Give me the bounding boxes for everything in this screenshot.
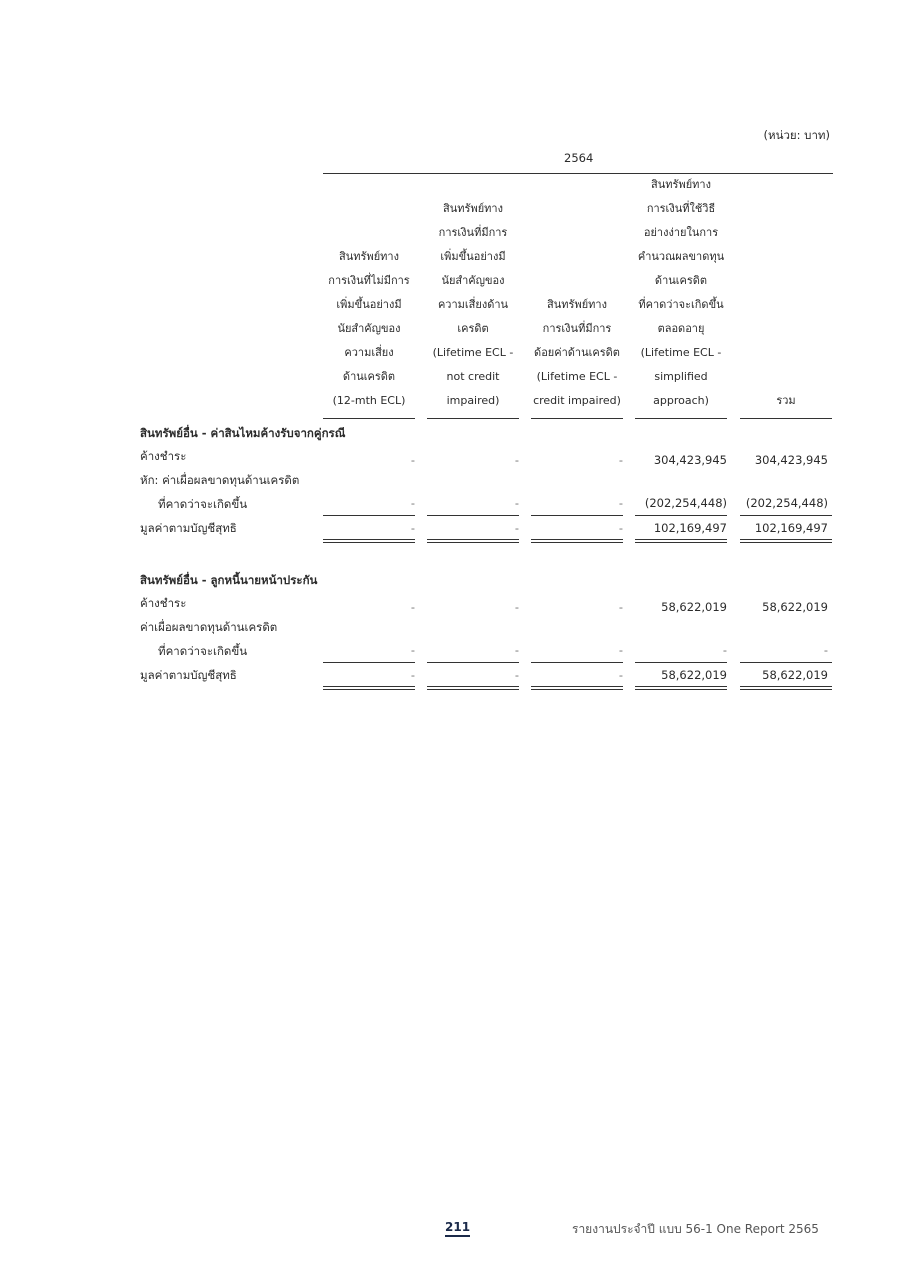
cell-outstanding: - [410, 453, 415, 467]
column-header-line: สินทรัพย์ทาง [339, 250, 399, 263]
subtotal-rule [740, 515, 832, 516]
cell-outstanding: 58,622,019 [661, 600, 727, 614]
column-header-line: รวม [776, 394, 796, 407]
cell-allowance: - [618, 643, 623, 657]
cell-net: - [514, 521, 519, 535]
column-header-line: เพิ่มขึ้นอย่างมี [336, 298, 402, 311]
cell-allowance: - [410, 643, 415, 657]
total-double-rule [427, 539, 519, 543]
subtotal-rule [635, 662, 727, 663]
total-double-rule [323, 686, 415, 690]
year-rule [323, 173, 833, 174]
column-header-line: ด้านเครดิต [342, 370, 396, 383]
total-double-rule [323, 539, 415, 543]
column-header-line: สินทรัพย์ทาง [651, 178, 711, 191]
subtotal-rule [427, 515, 519, 516]
column-header-rule [635, 418, 727, 419]
total-double-rule [740, 686, 832, 690]
cell-allowance: - [514, 643, 519, 657]
cell-net: 102,169,497 [754, 521, 828, 535]
cell-outstanding: - [514, 453, 519, 467]
cell-outstanding: 58,622,019 [762, 600, 828, 614]
unit-label: (หน่วย: บาท) [763, 128, 830, 142]
cell-net: - [410, 521, 415, 535]
cell-net: - [618, 668, 623, 682]
column-header-line: ที่คาดว่าจะเกิดขึ้น [638, 298, 724, 311]
total-double-rule [635, 539, 727, 543]
total-double-rule [635, 686, 727, 690]
subtotal-rule [427, 662, 519, 663]
total-double-rule [740, 539, 832, 543]
subtotal-rule [323, 515, 415, 516]
column-header-line: เพิ่มขึ้นอย่างมี [440, 250, 506, 263]
column-header-line: credit impaired) [533, 394, 621, 407]
column-header-line: การเงินที่ไม่มีการ [328, 274, 410, 287]
cell-allowance: - [823, 643, 828, 657]
section-title: สินทรัพย์อื่น - ค่าสินไหมค้างรับจากคู่กรณี [140, 426, 346, 440]
row-label-outstanding: ค้างชำระ [140, 449, 187, 463]
column-header-line: อย่างง่ายในการ [643, 226, 719, 239]
column-header-line: ความเสี่ยง [344, 346, 394, 359]
column-header-line: นัยสำคัญของ [441, 274, 505, 287]
cell-allowance: - [514, 496, 519, 510]
column-header-rule [323, 418, 415, 419]
column-header-line: (Lifetime ECL - [640, 346, 722, 359]
cell-net: 58,622,019 [762, 668, 828, 682]
section-title: สินทรัพย์อื่น - ลูกหนี้นายหน้าประกัน [140, 573, 318, 587]
column-header-line: สินทรัพย์ทาง [443, 202, 503, 215]
row-label-allowance-cont: ที่คาดว่าจะเกิดขึ้น [158, 644, 248, 658]
column-header-rule [427, 418, 519, 419]
cell-net: - [618, 521, 623, 535]
subtotal-rule [740, 662, 832, 663]
cell-allowance: - [410, 496, 415, 510]
column-header-rule [531, 418, 623, 419]
cell-outstanding: 304,423,945 [754, 453, 828, 467]
page-number: 211 [445, 1220, 470, 1237]
cell-outstanding: 304,423,945 [653, 453, 727, 467]
cell-net: 102,169,497 [653, 521, 727, 535]
column-header-line: การเงินที่มีการ [438, 226, 508, 239]
cell-outstanding: - [618, 453, 623, 467]
column-header-rule [740, 418, 832, 419]
column-header-line: คำนวณผลขาดทุน [637, 250, 725, 263]
column-header-line: approach) [653, 394, 709, 407]
cell-net: - [514, 668, 519, 682]
cell-outstanding: - [410, 600, 415, 614]
column-header-line: การเงินที่ใช้วิธี [646, 202, 716, 215]
total-double-rule [427, 686, 519, 690]
row-label-net: มูลค่าตามบัญชีสุทธิ [140, 521, 237, 535]
column-header-line: simplified [654, 370, 708, 383]
report-title: รายงานประจำปี แบบ 56-1 One Report 2565 [572, 1222, 819, 1236]
column-header-line: (Lifetime ECL - [432, 346, 514, 359]
cell-allowance: (202,254,448) [644, 496, 727, 510]
cell-net: - [410, 668, 415, 682]
subtotal-rule [531, 662, 623, 663]
row-label-net: มูลค่าตามบัญชีสุทธิ [140, 668, 237, 682]
column-header-line: การเงินที่มีการ [542, 322, 612, 335]
cell-outstanding: - [618, 600, 623, 614]
total-double-rule [531, 539, 623, 543]
column-header-line: (Lifetime ECL - [536, 370, 618, 383]
column-header-line: เครดิต [457, 322, 489, 335]
column-header-line: ด้านเครดิต [654, 274, 708, 287]
row-label-allowance: หัก: ค่าเผื่อผลขาดทุนด้านเครดิต [140, 473, 300, 487]
cell-allowance: (202,254,448) [745, 496, 828, 510]
row-label-outstanding: ค้างชำระ [140, 596, 187, 610]
subtotal-rule [635, 515, 727, 516]
cell-allowance: - [618, 496, 623, 510]
column-header-line: ตลอดอายุ [657, 322, 705, 335]
subtotal-rule [323, 662, 415, 663]
row-label-allowance-cont: ที่คาดว่าจะเกิดขึ้น [158, 497, 248, 511]
subtotal-rule [531, 515, 623, 516]
column-header-line: not credit [446, 370, 500, 383]
column-header-line: (12-mth ECL) [332, 394, 406, 407]
cell-outstanding: - [514, 600, 519, 614]
row-label-allowance: ค่าเผื่อผลขาดทุนด้านเครดิต [140, 620, 278, 634]
column-header-line: ด้อยค่าด้านเครดิต [534, 346, 620, 359]
column-header-line: impaired) [446, 394, 500, 407]
column-header-line: นัยสำคัญของ [337, 322, 401, 335]
cell-net: 58,622,019 [661, 668, 727, 682]
year-header: 2564 [564, 151, 594, 165]
column-header-line: ความเสี่ยงด้าน [437, 298, 509, 311]
total-double-rule [531, 686, 623, 690]
cell-allowance: - [722, 643, 727, 657]
column-header-line: สินทรัพย์ทาง [547, 298, 607, 311]
